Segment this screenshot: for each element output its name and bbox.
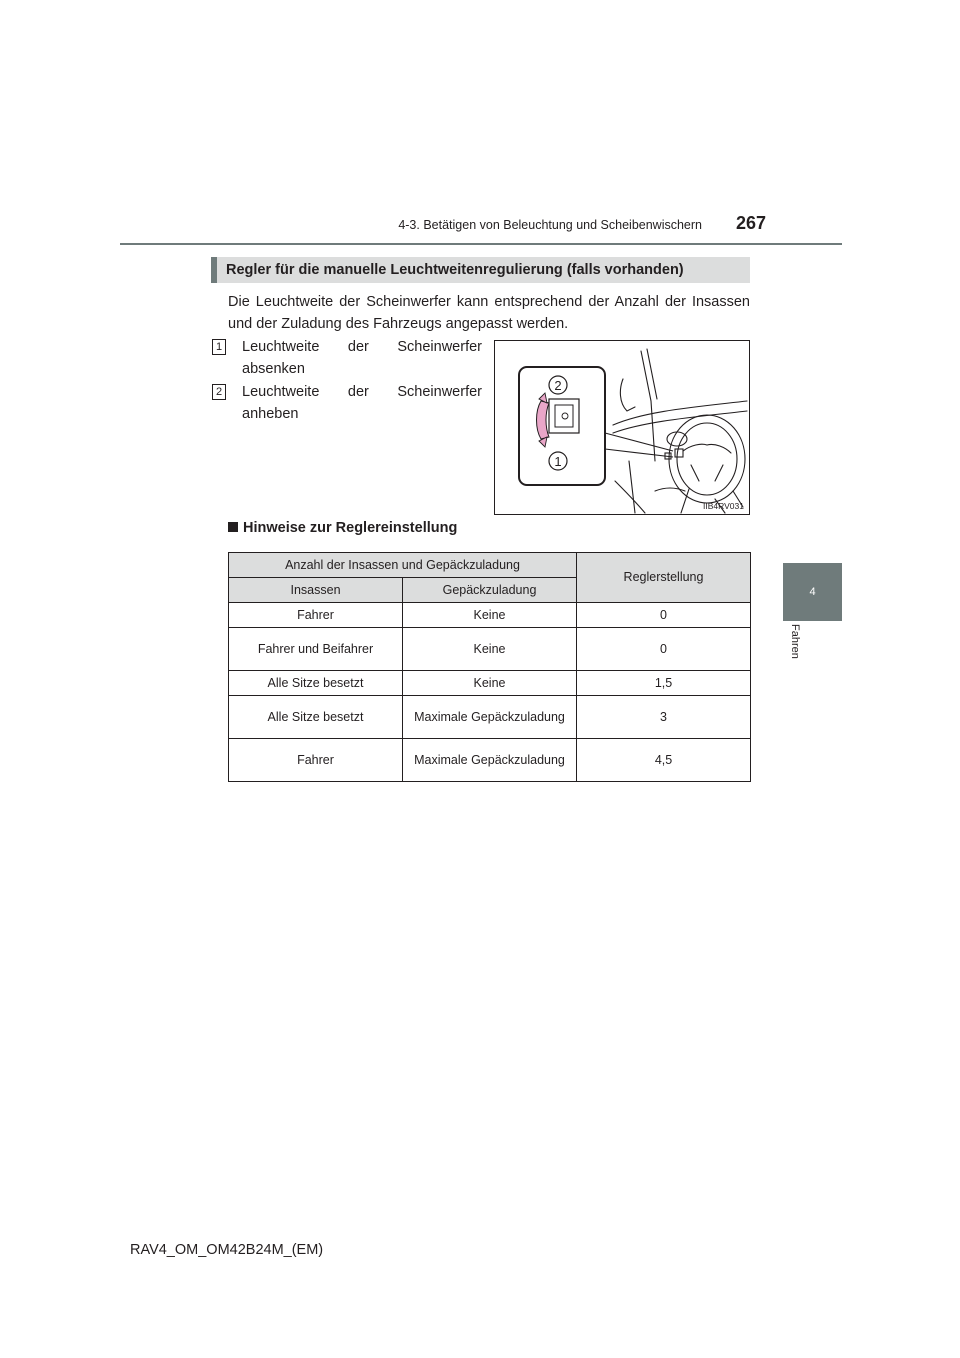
settings-subheading-text: Hinweise zur Reglereinstellung <box>243 520 458 536</box>
figure-code: IIB4RV031 <box>703 501 744 511</box>
cell-setting: 3 <box>577 696 751 739</box>
dashboard-drawing <box>495 341 749 514</box>
step-item <box>212 381 482 425</box>
cell-setting: 0 <box>577 603 751 628</box>
header-passengers-and-load: Anzahl der Insassen und Gepäckzuladung <box>229 553 577 578</box>
table-row <box>229 739 751 782</box>
step-text: Leuchtweite der Scheinwerfer absenken <box>242 339 482 377</box>
table-row <box>229 696 751 739</box>
section-heading-text: Regler für die manuelle Leuchtweitenregulierung (falls vorhanden) <box>226 262 684 278</box>
cell-load: Keine <box>403 603 577 628</box>
page-number: 267 <box>736 213 767 233</box>
callout-2: 2 <box>554 378 562 393</box>
cell-setting: 0 <box>577 628 751 671</box>
cell-passengers: Fahrer <box>229 603 403 628</box>
running-header-title: 4-3. Betätigen von Beleuchtung und Scheibenwischern <box>398 218 702 232</box>
header-setting: Reglerstellung <box>577 553 751 603</box>
header-load: Gepäckzuladung <box>403 578 577 603</box>
cell-passengers: Fahrer <box>229 739 403 782</box>
chapter-number: 4 <box>809 586 816 598</box>
settings-subheading <box>228 520 457 536</box>
callout-1: 1 <box>554 454 562 469</box>
table-header-row <box>229 553 751 578</box>
chapter-tab[interactable] <box>783 563 842 621</box>
cell-passengers: Alle Sitze besetzt <box>229 671 403 696</box>
square-bullet-icon <box>228 522 238 532</box>
table-row <box>229 603 751 628</box>
document-code: RAV4_OM_OM42B24M_(EM) <box>130 1242 324 1258</box>
cell-load: Maximale Gepäckzuladung <box>403 739 577 782</box>
cell-load: Keine <box>403 628 577 671</box>
header-passengers: Insassen <box>229 578 403 603</box>
table-row <box>229 671 751 696</box>
chapter-label: Fahren <box>789 624 801 659</box>
cell-passengers: Fahrer und Beifahrer <box>229 628 403 671</box>
section-heading <box>211 257 750 283</box>
step-text: Leuchtweite der Scheinwerfer anheben <box>242 384 482 422</box>
cell-passengers: Alle Sitze besetzt <box>229 696 403 739</box>
dashboard-illustration <box>494 340 750 515</box>
step-number-badge: 1 <box>212 339 226 355</box>
table-row <box>229 628 751 671</box>
intro-paragraph: Die Leuchtweite der Scheinwerfer kann entsprechend der Anzahl der Insassen und der Zuladung des Fahrzeugs angepasst werden. <box>228 294 750 332</box>
step-number-badge: 2 <box>212 384 226 400</box>
header-divider <box>120 243 842 245</box>
cell-load: Keine <box>403 671 577 696</box>
settings-table <box>228 552 751 782</box>
cell-setting: 1,5 <box>577 671 751 696</box>
cell-setting: 4,5 <box>577 739 751 782</box>
cell-load: Maximale Gepäckzuladung <box>403 696 577 739</box>
step-item <box>212 336 482 380</box>
